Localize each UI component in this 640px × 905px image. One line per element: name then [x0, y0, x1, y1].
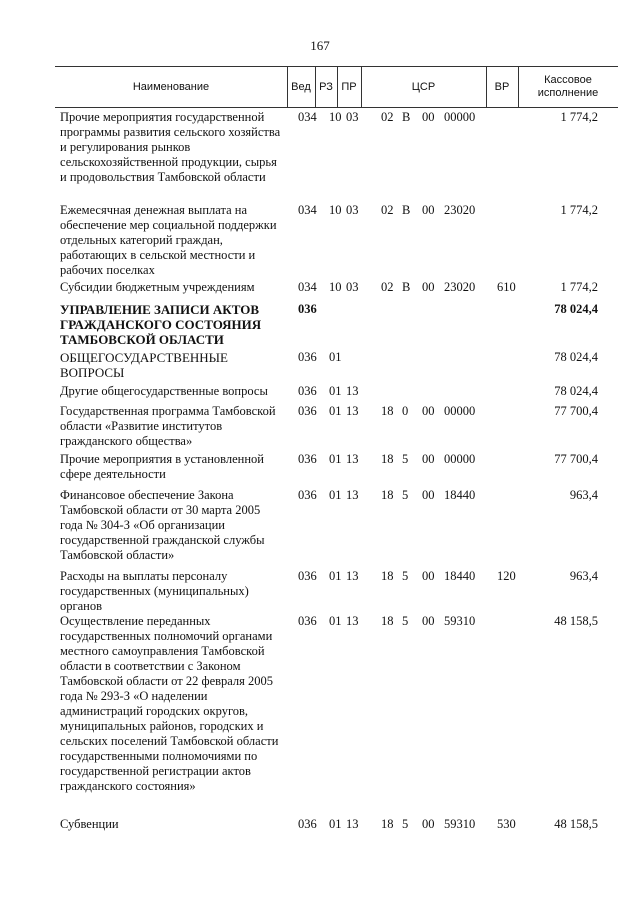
row-rz: 01 [329, 817, 342, 831]
row-pr: 13 [346, 569, 359, 583]
row-c2: 5 [402, 452, 409, 466]
row-c3: 00 [422, 488, 435, 502]
row-c3: 00 [422, 404, 435, 418]
row-c1: 18 [381, 404, 394, 418]
row-c4: 00000 [444, 404, 476, 418]
row-ved: 036 [298, 569, 317, 583]
row-rz: 10 [329, 280, 342, 294]
row-c3: 00 [422, 569, 435, 583]
row-ved: 036 [298, 302, 317, 316]
row-amount: 1 774,2 [560, 110, 598, 124]
row-c4: 18440 [444, 488, 476, 502]
row-amount: 1 774,2 [560, 203, 598, 217]
row-c1: 02 [381, 280, 394, 294]
header-rz: РЗ [319, 80, 333, 93]
row-pr: 03 [346, 280, 359, 294]
row-c2: 5 [402, 569, 409, 583]
row-c4: 23020 [444, 203, 476, 217]
header-name: Наименование [132, 80, 210, 93]
row-vr: 120 [497, 569, 516, 583]
row-rz: 10 [329, 203, 342, 217]
row-amount: 48 158,5 [554, 614, 598, 628]
row-rz: 01 [329, 384, 342, 398]
row-c2: В [402, 280, 411, 294]
header-cash-line1: Кассовое [544, 74, 592, 86]
row-amount: 48 158,5 [554, 817, 598, 831]
row-amount: 78 024,4 [554, 350, 598, 364]
row-pr: 03 [346, 110, 359, 124]
row-pr: 13 [346, 384, 359, 398]
row-ved: 036 [298, 452, 317, 466]
row-c3: 00 [422, 280, 435, 294]
row-pr: 03 [346, 203, 359, 217]
row-ved: 036 [298, 817, 317, 831]
row-c2: В [402, 110, 411, 124]
row-vr: 610 [497, 280, 516, 294]
row-pr: 13 [346, 404, 359, 418]
row-c1: 18 [381, 569, 394, 583]
row-pr: 13 [346, 817, 359, 831]
row-amount: 77 700,4 [554, 452, 598, 466]
row-name: Государственная программа Тамбовской области «Развитие институтов гражданского общества» [60, 404, 276, 448]
row-amount: 78 024,4 [554, 302, 598, 316]
row-name: Другие общегосударственные вопросы [60, 384, 268, 398]
row-c3: 00 [422, 110, 435, 124]
header-cash-line2: исполнение [537, 87, 599, 99]
table-header [55, 66, 618, 108]
row-c1: 18 [381, 614, 394, 628]
row-vr: 530 [497, 817, 516, 831]
row-name: ОБЩЕГОСУДАРСТВЕННЫЕ ВОПРОСЫ [60, 350, 228, 380]
row-ved: 036 [298, 404, 317, 418]
row-name: Финансовое обеспечение Закона Тамбовской области от 30 марта 2005 года № 304-З «Об организации государственной гражданской службы Тамбовской области» [60, 488, 265, 562]
row-pr: 13 [346, 614, 359, 628]
row-c3: 00 [422, 614, 435, 628]
row-name: Ежемесячная денежная выплата на обеспечение мер социальной поддержки отдельных категорий граждан, работающих в сельской местности и рабочих поселках [60, 203, 277, 277]
row-rz: 10 [329, 110, 342, 124]
row-c4: 00000 [444, 110, 476, 124]
row-c4: 59310 [444, 817, 476, 831]
row-ved: 036 [298, 488, 317, 502]
row-name: Субсидии бюджетным учреждениям [60, 280, 255, 294]
row-name: Субвенции [60, 817, 119, 831]
row-rz: 01 [329, 488, 342, 502]
row-c4: 00000 [444, 452, 476, 466]
row-amount: 963,4 [569, 488, 598, 502]
header-csr: ЦСР [411, 80, 436, 93]
row-rz: 01 [329, 614, 342, 628]
row-c4: 18440 [444, 569, 476, 583]
row-ved: 036 [298, 614, 317, 628]
row-amount: 77 700,4 [554, 404, 598, 418]
row-c2: 5 [402, 817, 409, 831]
row-ved: 034 [298, 203, 317, 217]
row-ved: 034 [298, 280, 317, 294]
row-c3: 00 [422, 203, 435, 217]
page-number: 167 [310, 38, 330, 53]
header-vr: ВР [494, 80, 510, 93]
row-ved: 036 [298, 384, 317, 398]
row-c1: 18 [381, 488, 394, 502]
row-c3: 00 [422, 452, 435, 466]
row-c1: 18 [381, 452, 394, 466]
row-pr: 13 [346, 488, 359, 502]
row-rz: 01 [329, 404, 342, 418]
row-rz: 01 [329, 569, 342, 583]
row-rz: 01 [329, 350, 342, 364]
row-name: Прочие мероприятия государственной программы развития сельского хозяйства и регулирования рынков сельскохозяйственной продукции, сырья и продовольствия Тамбовской области [60, 110, 281, 184]
row-amount: 78 024,4 [554, 384, 598, 398]
row-c1: 02 [381, 203, 394, 217]
header-cash [518, 67, 618, 107]
row-name: Осуществление переданных государственных полномочий органами местного самоуправления Тамбовской области в соответствии с Законом Тамбовской области от 22 февраля 2005 года № 293-З «О наделении администраций городских округов, муниципальных районов, городских и сельских поселений Тамбовской области государственными полномочиями по государственной регистрации актов гражданского состояния» [60, 614, 279, 793]
row-ved: 034 [298, 110, 317, 124]
row-c2: 5 [402, 614, 409, 628]
header-ved: Вед [291, 80, 311, 93]
row-pr: 13 [346, 452, 359, 466]
row-ved: 036 [298, 350, 317, 364]
row-c3: 00 [422, 817, 435, 831]
row-name: Расходы на выплаты персоналу государственных (муниципальных) органов [60, 569, 249, 613]
row-c1: 18 [381, 817, 394, 831]
row-c2: В [402, 203, 411, 217]
row-amount: 1 774,2 [560, 280, 598, 294]
row-amount: 963,4 [569, 569, 598, 583]
row-c2: 5 [402, 488, 409, 502]
row-rz: 01 [329, 452, 342, 466]
header-pr: ПР [341, 80, 357, 93]
row-c1: 02 [381, 110, 394, 124]
row-name: Прочие мероприятия в установленной сфере деятельности [60, 452, 264, 481]
row-c4: 23020 [444, 280, 476, 294]
row-c4: 59310 [444, 614, 476, 628]
row-name: УПРАВЛЕНИЕ ЗАПИСИ АКТОВ ГРАЖДАНСКОГО СОСТОЯНИЯ ТАМБОВСКОЙ ОБЛАСТИ [60, 302, 262, 347]
row-c2: 0 [402, 404, 409, 418]
